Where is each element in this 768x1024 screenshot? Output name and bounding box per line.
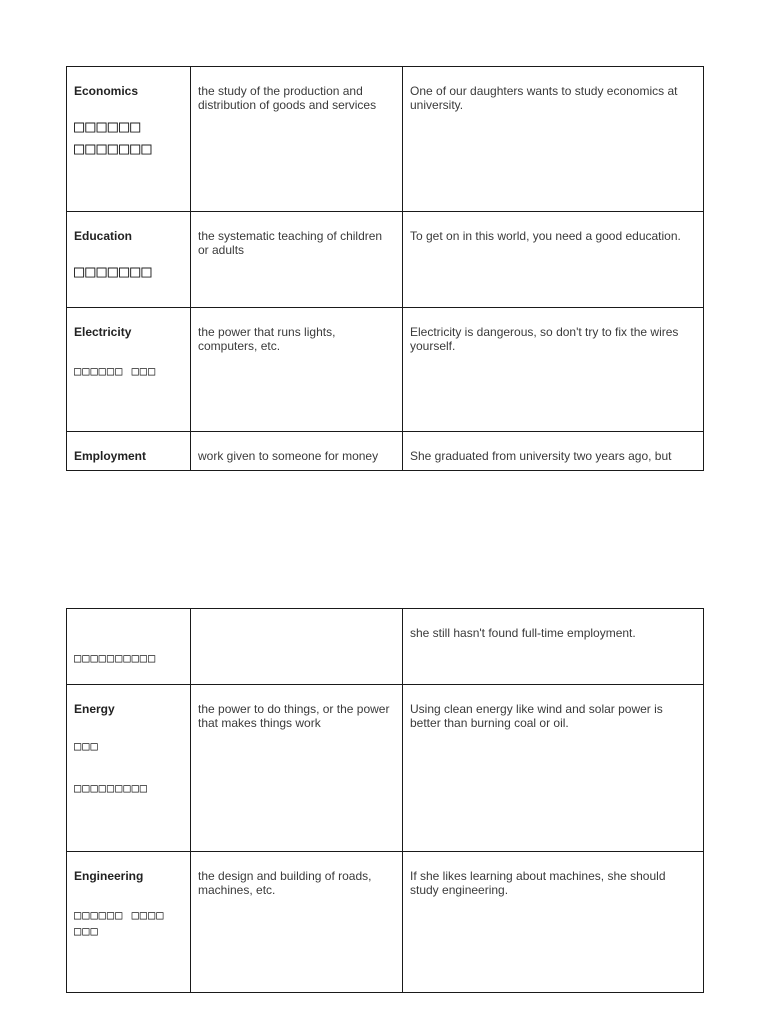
term-cell — [67, 308, 191, 432]
term-translation: □□□□□□ □□□□□□□ — [74, 117, 153, 159]
term-cell — [67, 609, 191, 685]
table-row — [67, 212, 704, 308]
term-cell — [67, 852, 191, 993]
definition-cell: the systematic teaching of children or adults — [191, 212, 403, 308]
definition-cell — [191, 609, 403, 685]
definition-cell: the power that runs lights, computers, etc. — [191, 308, 403, 432]
term-cell — [67, 685, 191, 852]
definition-cell: work given to someone for money — [191, 432, 403, 471]
table-row — [67, 432, 704, 471]
term-cell — [67, 212, 191, 308]
term-translation: □□□□□□ □□□□ □□□ — [74, 908, 165, 938]
definition-cell: the power to do things, or the power that makes things work — [191, 685, 403, 852]
vocab-table-1 — [66, 66, 704, 471]
term-translation: □□□ — [74, 739, 99, 753]
table-row — [67, 685, 704, 852]
example-cell: If she likes learning about machines, she should study engineering. — [403, 852, 704, 993]
example-cell: she still hasn't found full-time employment. — [403, 609, 704, 685]
example-cell: To get on in this world, you need a good education. — [403, 212, 704, 308]
term-translation: □□□□□□□□□□ — [74, 651, 157, 665]
example-cell: Electricity is dangerous, so don't try to fix the wires yourself. — [403, 308, 704, 432]
table-row — [67, 67, 704, 212]
table-row — [67, 308, 704, 432]
term-cell — [67, 67, 191, 212]
table-row — [67, 609, 704, 685]
term-word: Energy — [74, 702, 115, 716]
definition-cell: the study of the production and distribution of goods and services — [191, 67, 403, 212]
term-word: Economics — [74, 84, 139, 98]
example-cell: One of our daughters wants to study economics at university. — [403, 67, 704, 212]
term-word: Electricity — [74, 325, 132, 339]
term-word: Engineering — [74, 869, 144, 883]
term-translation-alt: □□□□□□□□□ — [74, 781, 149, 795]
term-translation: □□□□□□□ — [74, 262, 153, 282]
example-cell: She graduated from university two years ago, but — [403, 432, 704, 471]
term-word: Education — [74, 229, 133, 243]
definition-cell: the design and building of roads, machines, etc. — [191, 852, 403, 993]
example-cell: Using clean energy like wind and solar power is better than burning coal or oil. — [403, 685, 704, 852]
term-cell — [67, 432, 191, 471]
term-translation: □□□□□□ □□□ — [74, 364, 157, 378]
vocab-table-2 — [66, 608, 704, 993]
table-row — [67, 852, 704, 993]
term-word: Employment — [74, 449, 147, 463]
